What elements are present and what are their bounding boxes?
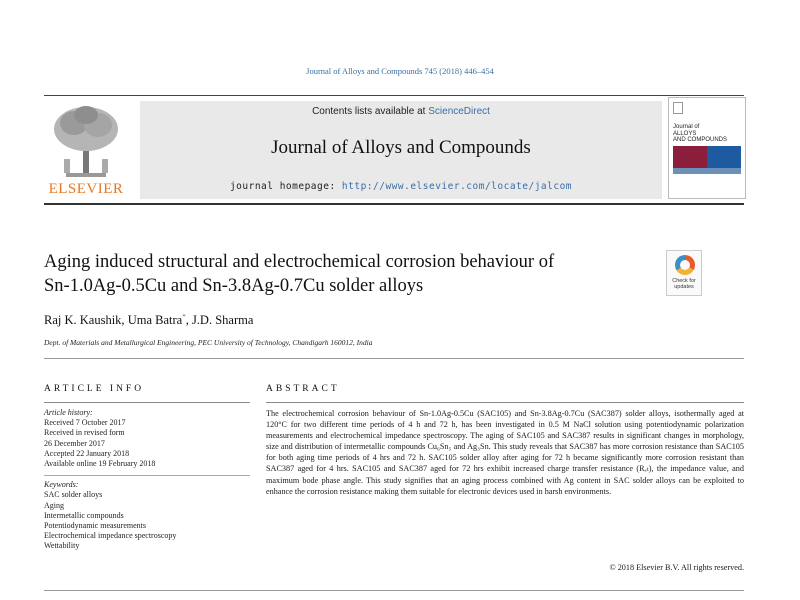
article-info-panel: [44, 408, 250, 552]
cover-line-2: ALLOYS: [673, 130, 697, 137]
homepage-link[interactable]: http://www.elsevier.com/locate/jalcom: [341, 181, 573, 192]
title-line-2: Sn-1.0Ag-0.5Cu and Sn-3.8Ag-0.7Cu solder alloys: [44, 276, 424, 296]
cover-band-blue: [707, 146, 741, 168]
check-for-updates-label: [667, 278, 701, 290]
check-for-updates-button[interactable]: [666, 250, 702, 296]
cover-logo-icon: [673, 102, 683, 114]
abstract-heading: ABSTRACT: [266, 384, 340, 394]
title-line-1: Aging induced structural and electrochemical corrosion behaviour of: [44, 252, 555, 272]
history-item: Available online 19 February 2018: [44, 459, 156, 469]
keyword-item[interactable]: Aging: [44, 500, 64, 510]
article-info-heading: ARTICLE INFO: [44, 384, 145, 394]
cover-line-3: AND COMPOUNDS: [673, 137, 728, 143]
history-item: Received 7 October 2017: [44, 418, 126, 428]
journal-cover-thumbnail[interactable]: [668, 97, 746, 199]
footer-rule: [44, 590, 744, 591]
journal-banner: [140, 101, 662, 199]
author-sharma[interactable]: , J.D. Sharma: [185, 313, 254, 328]
cover-title: [673, 124, 743, 144]
contents-line: [140, 106, 662, 117]
history-label: Article history:: [44, 408, 93, 417]
history-item: Accepted 22 January 2018: [44, 448, 130, 458]
cover-band-light: [673, 168, 741, 174]
contents-prefix: Contents lists available at: [312, 106, 429, 117]
elsevier-tree-icon: [50, 103, 122, 179]
keyword-item[interactable]: SAC solder alloys: [44, 490, 103, 500]
publisher-logo[interactable]: [44, 103, 128, 199]
keywords-label: Keywords:: [44, 480, 79, 490]
keyword-item[interactable]: Electrochemical impedance spectroscopy: [44, 531, 177, 541]
title-divider: [44, 358, 744, 359]
cover-band-red: [673, 146, 707, 168]
homepage-line: [140, 181, 662, 192]
sciencedirect-link[interactable]: ScienceDirect: [428, 106, 490, 117]
keyword-item[interactable]: Wettability: [44, 541, 80, 551]
badge-line-2: updates: [674, 284, 694, 290]
homepage-prefix: journal homepage:: [229, 181, 342, 192]
keyword-item[interactable]: Intermetallic compounds: [44, 510, 124, 520]
abstract-body: The electrochemical corrosion behaviour of Sn-1.0Ag-0.5Cu (SAC105) and Sn-3.8Ag-0.7Cu (SAC387) solder alloys, isothermally aged at 120°C for two different time periods of 4 h and 72 h, has been investigated in 0.5 M NaCl solution using potentiodynamic polarization measurements and electrochemical impedance spectroscopy. The aging of SAC105 and SAC387 results in significant changes in morphology, size and distribution of intermetallic compounds Cu₆Sn₅ and Ag₃Sn. This study reveals that SAC387 has more corrosion resistance than SAC105 for both aging time periods of 4 hrs and 72 h. SAC105 solder alloy after aging for 72 h became significantly more corrosion resistant than SAC387 aged for 4 hrs. SAC105 and SAC387 aged for 72 hrs exhibit increased charge transfer resistance (Rₑₜ), the impedance value, and maximum bode phase angle. This study signifies that an aging process combined with Ag content in SAC solder alloys can be exploited to enhance the corrosion resistance making them suitable for electronic devices used in harsh environments.: [266, 409, 744, 496]
history-item: Received in revised form: [44, 428, 125, 438]
corresponding-author-mark[interactable]: *: [182, 313, 186, 321]
author-kaushik[interactable]: Raj K. Kaushik,: [44, 313, 128, 328]
copyright-notice: © 2018 Elsevier B.V. All rights reserved.: [609, 563, 744, 572]
journal-citation[interactable]: Journal of Alloys and Compounds 745 (2018) 446–454: [306, 66, 494, 76]
journal-title: Journal of Alloys and Compounds: [271, 137, 531, 158]
article-title: [44, 250, 664, 298]
cover-line-1: Journal of: [673, 124, 700, 130]
publisher-name: ELSEVIER: [48, 181, 124, 197]
author-batra[interactable]: Uma Batra: [127, 313, 183, 328]
history-divider: [44, 475, 250, 476]
keyword-item[interactable]: Potentiodynamic measurements: [44, 521, 146, 531]
header-bottom-rule: [44, 203, 744, 205]
badge-line-1: Check for: [672, 278, 696, 284]
header-top-rule: [44, 95, 744, 96]
check-for-updates-icon: [675, 255, 695, 275]
abstract-rule: [266, 402, 744, 403]
history-item: 26 December 2017: [44, 438, 105, 448]
author-list: [44, 313, 253, 328]
author-affiliation: Dept. of Materials and Metallurgical Engineering, PEC University of Technology, Chandigarh 160012, India: [44, 338, 373, 347]
article-info-rule: [44, 402, 250, 403]
